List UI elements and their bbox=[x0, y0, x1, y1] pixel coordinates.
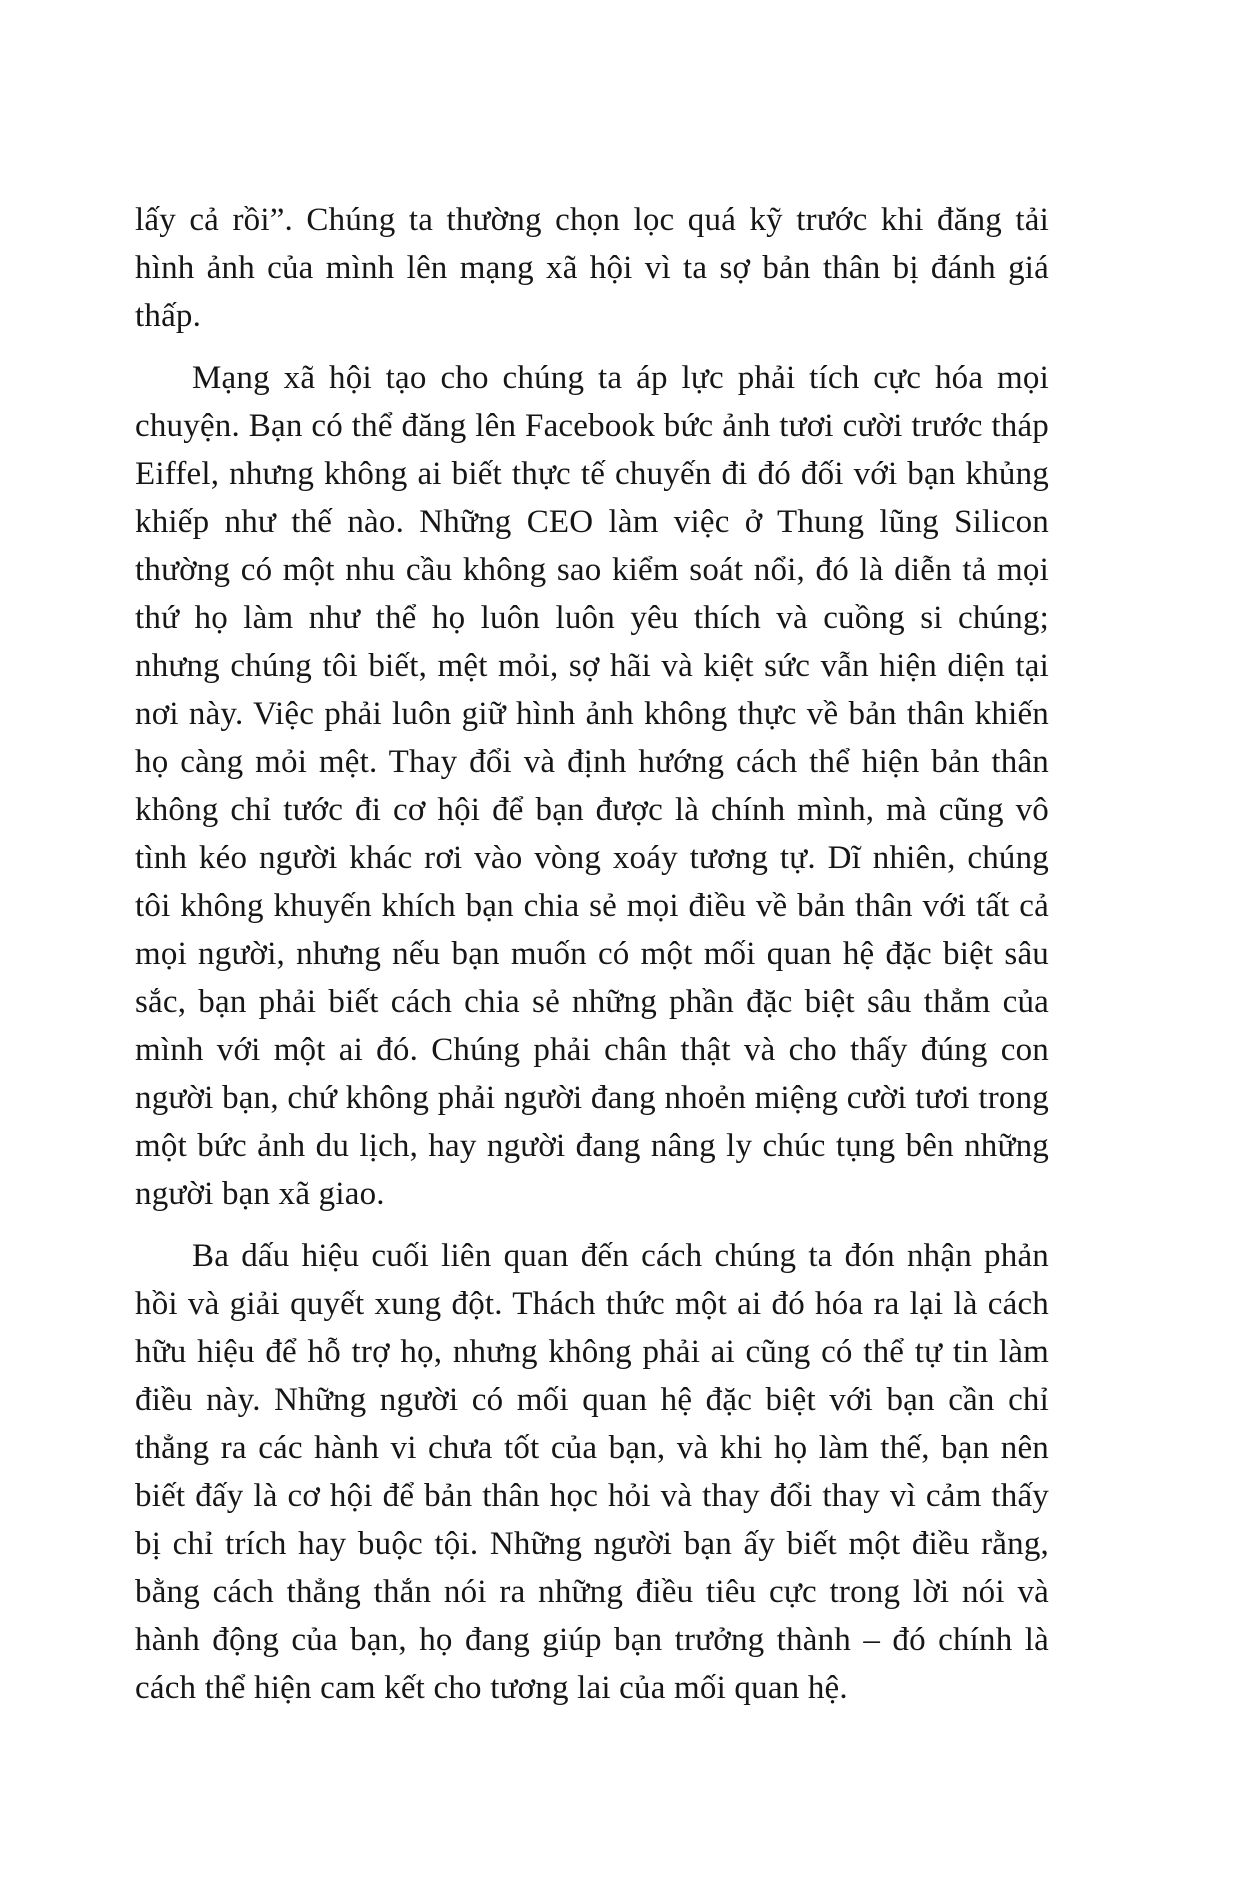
page-text-block bbox=[135, 196, 1049, 1712]
paragraph-continuation: lấy cả rồi”. Chúng ta thường chọn lọc quá kỹ trước khi đăng tải hình ảnh của mình lên mạng xã hội vì ta sợ bản thân bị đánh giá thấp. bbox=[135, 202, 1049, 334]
paragraph-social-media: Mạng xã hội tạo cho chúng ta áp lực phải tích cực hóa mọi chuyện. Bạn có thể đăng lên Facebook bức ảnh tươi cười trước tháp Eiffel, nhưng không ai biết thực tế chuyến đi đó đối với bạn khủng khiếp như thế nào. Những CEO làm việc ở Thung lũng Silicon thường có một nhu cầu không sao kiểm soát nổi, đó là diễn tả mọi thứ họ làm như thể họ luôn luôn yêu thích và cuồng si chúng; nhưng chúng tôi biết, mệt mỏi, sợ hãi và kiệt sức vẫn hiện diện tại nơi này. Việc phải luôn giữ hình ảnh không thực về bản thân khiến họ càng mỏi mệt. Thay đổi và định hướng cách thể hiện bản thân không chỉ tước đi cơ hội để bạn được là chính mình, mà cũng vô tình kéo người khác rơi vào vòng xoáy tương tự. Dĩ nhiên, chúng tôi không khuyến khích bạn chia sẻ mọi điều về bản thân với tất cả mọi người, nhưng nếu bạn muốn có một mối quan hệ đặc biệt sâu sắc, bạn phải biết cách chia sẻ những phần đặc biệt sâu thẳm của mình với một ai đó. Chúng phải chân thật và cho thấy đúng con người bạn, chứ không phải người đang nhoẻn miệng cười tươi trong một bức ảnh du lịch, hay người đang nâng ly chúc tụng bên những người bạn xã giao. bbox=[135, 360, 1049, 1212]
paragraph-feedback-conflict: Ba dấu hiệu cuối liên quan đến cách chúng ta đón nhận phản hồi và giải quyết xung đột. Thách thức một ai đó hóa ra lại là cách hữu hiệu để hỗ trợ họ, nhưng không phải ai cũng có thể tự tin làm điều này. Những người có mối quan hệ đặc biệt với bạn cần chỉ thẳng ra các hành vi chưa tốt của bạn, và khi họ làm thế, bạn nên biết đấy là cơ hội để bản thân học hỏi và thay đổi thay vì cảm thấy bị chỉ trích hay buộc tội. Những người bạn ấy biết một điều rằng, bằng cách thẳng thắn nói ra những điều tiêu cực trong lời nói và hành động của bạn, họ đang giúp bạn trưởng thành – đó chính là cách thể hiện cam kết cho tương lai của mối quan hệ. bbox=[135, 1238, 1049, 1706]
